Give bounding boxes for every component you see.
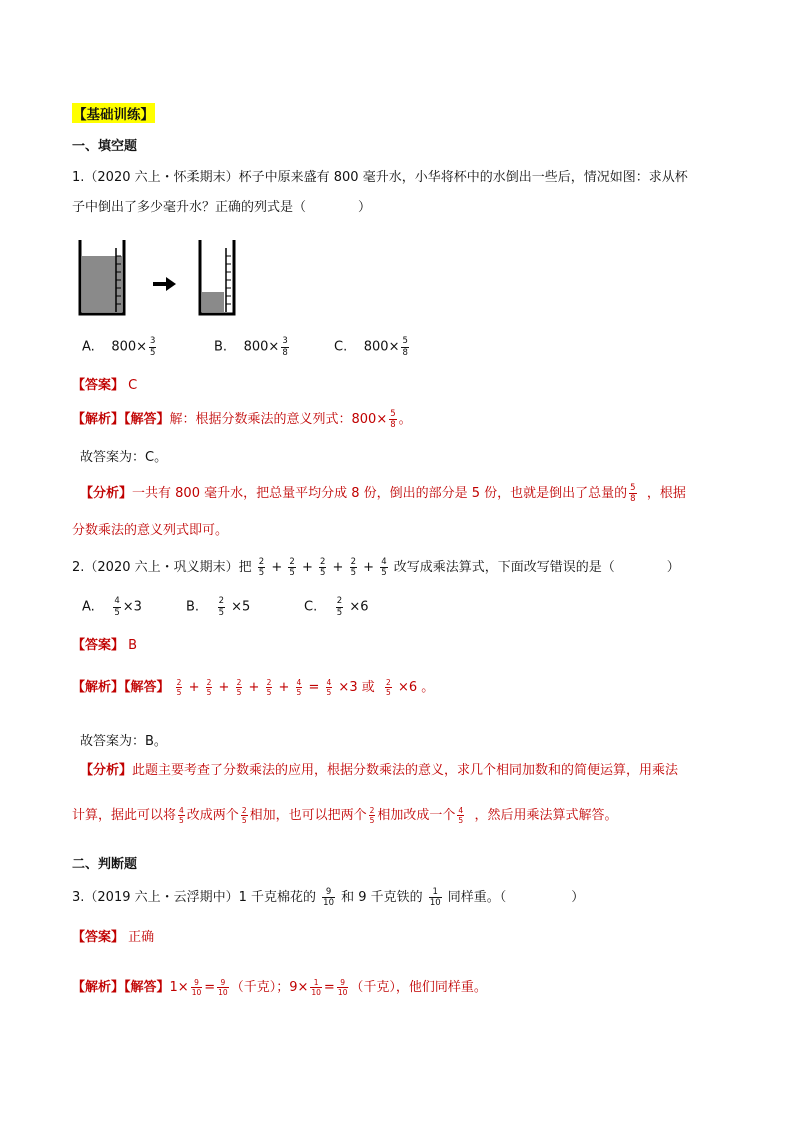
arrow-right-icon bbox=[153, 277, 176, 291]
q2-analysis: 【解析】【解答】 $\frac{2}{5}$ + $\frac{2}{5}$ + $\frac{2}{5}$ + $\frac{2}{5}$ + $\frac{4}{5}$ = $\frac{4}{5}$ ×3 或 $\frac{2}{5}$ ×6 。 bbox=[72, 677, 435, 697]
q1-option-a[interactable]: A. 800× $\frac{3}{5}$ bbox=[82, 336, 156, 358]
beaker-partial-icon bbox=[200, 240, 234, 314]
q3-question: 3.（2019 六上・云浮期中）1 千克棉花的 $\frac{9}{10}$ 和 9 千克铁的 $\frac{1}{10}$ 同样重。（ ） bbox=[72, 886, 585, 908]
q2-option-c[interactable]: C. $\frac{2}{5}$ ×6 bbox=[304, 596, 369, 618]
beaker-full-icon bbox=[80, 240, 124, 314]
q3-answer: 【答案】 正确 bbox=[72, 930, 155, 945]
q3-analysis: 【解析】【解答】1× $\frac{9}{10}$ = $\frac{9}{10}$ （千克）；9× $\frac{1}{10}$ = $\frac{9}{10}$ （千克），他们同样重。 bbox=[72, 977, 487, 997]
q1-line1: 1.（2020 六上・怀柔期末）杯子中原来盛有 800 毫升水，小华将杯中的水倒出一些后，情况如图：求从杯 bbox=[72, 170, 688, 185]
section2-title: 二、判断题 bbox=[72, 857, 138, 872]
beaker-figure bbox=[80, 236, 240, 316]
q2-fenxi: 【分析】此题主要考查了分数乘法的应用，根据分数乘法的意义，求几个相同加数和的简便运算，用乘法 bbox=[80, 763, 679, 778]
section1-title: 一、填空题 bbox=[72, 139, 138, 154]
q2-fenxi-line2: 计算，据此可以将 $\frac{4}{5}$ 改成两个 $\frac{2}{5}$ 相加，也可以把两个 $\frac{2}{5}$ 相加改成一个 $\frac{4}{5}$ ，然后用乘法算式解答。 bbox=[72, 805, 618, 825]
q1-fenxi-line2: 分数乘法的意义列式即可。 bbox=[72, 523, 229, 538]
q2-option-b[interactable]: B. $\frac{2}{5}$ ×5 bbox=[186, 596, 251, 618]
q2-option-a[interactable]: A. $\frac{4}{5}$ ×3 bbox=[82, 596, 142, 618]
section-badge: 【基础训练】 bbox=[72, 103, 155, 123]
q2-conclusion: 故答案为：B。 bbox=[80, 734, 167, 749]
q1-fenxi: 【分析】一共有 800 毫升水，把总量平均分成 8 份，倒出的部分是 5 份，也就是倒出了总量的 $\frac{5}{8}$ ，根据 bbox=[80, 482, 686, 504]
q1-analysis: 【解析】【解答】解：根据分数乘法的意义列式：800× $\frac{5}{8}$ 。 bbox=[72, 408, 412, 430]
q1-option-c[interactable]: C. 800× $\frac{5}{8}$ bbox=[334, 336, 408, 358]
q1-conclusion: 故答案为：C。 bbox=[80, 450, 168, 465]
q1-line2: 子中倒出了多少毫升水？正确的列式是（ ） bbox=[72, 200, 372, 215]
q1-answer: 【答案】 C bbox=[72, 378, 138, 393]
q2-answer: 【答案】 B bbox=[72, 638, 138, 653]
q2-question: 2.（2020 六上・巩义期末）把 $\frac{2}{5}$ + $\frac{2}{5}$ + $\frac{2}{5}$ + $\frac{2}{5}$ + $\frac{4}{5}$ 改写成乘法算式，下面改写错误的是（ ） bbox=[72, 556, 680, 578]
q1-option-b[interactable]: B. 800× $\frac{3}{8}$ bbox=[214, 336, 288, 358]
